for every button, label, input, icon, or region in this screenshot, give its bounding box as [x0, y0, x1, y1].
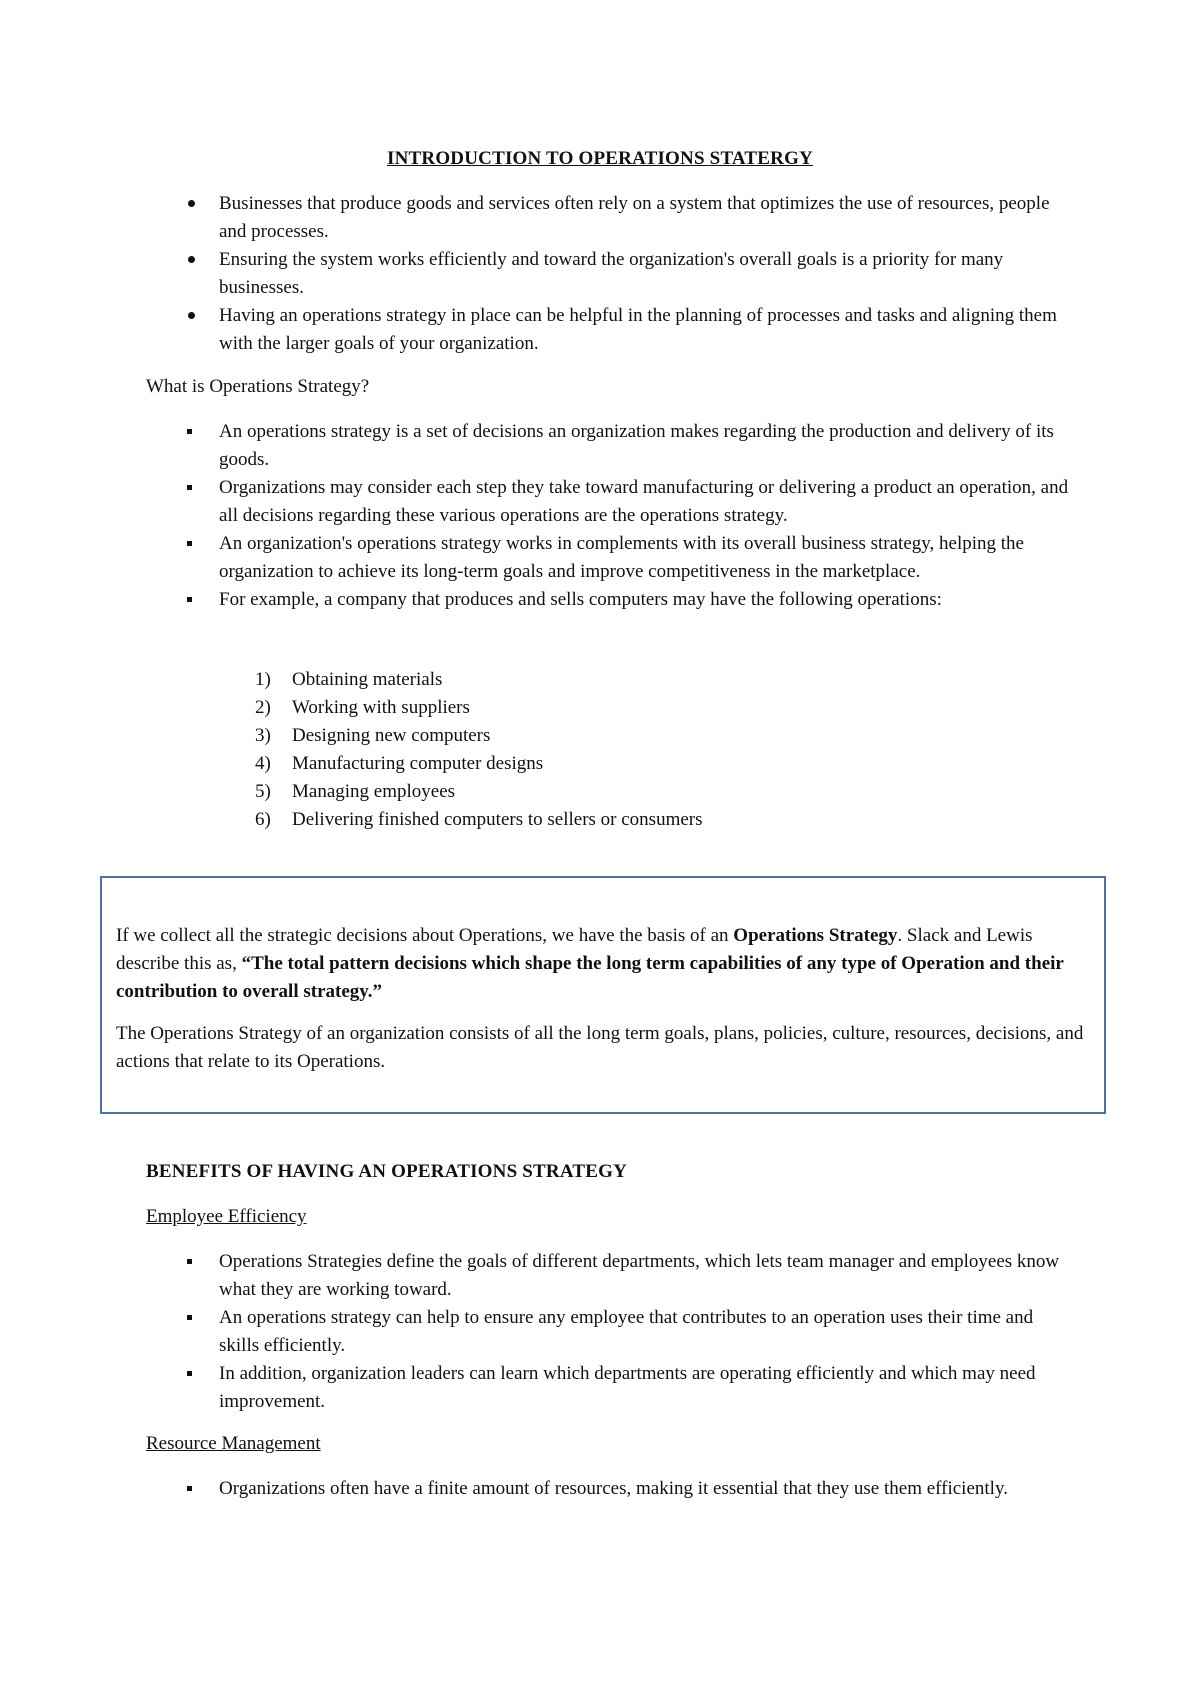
operation-item: [255, 806, 1052, 834]
operation-item: [255, 778, 1052, 806]
strategy-bullet-list: [219, 418, 1069, 614]
intro-bullet-2: Ensuring the system works efficiently and toward the organization's overall goals is a priority for many businesses.: [219, 246, 1069, 302]
resource-management-heading: Resource Management: [146, 1433, 321, 1454]
definition-box: [100, 876, 1106, 1114]
strategy-bullet-2: Organizations may consider each step they take toward manufacturing or delivering a product an operation, and all decisions regarding these various operations are the operations strategy.: [219, 474, 1069, 530]
operation-item: [255, 666, 1052, 694]
definition-summary: The Operations Strategy of an organization consists of all the long term goals, plans, policies, culture, resources, decisions, and actions that relate to its Operations.: [116, 1023, 1084, 1072]
employee-efficiency-heading: Employee Efficiency: [146, 1206, 307, 1227]
definition-text-cont: . Slack and Lewis describe this as,: [116, 925, 1033, 974]
page-title: INTRODUCTION TO OPERATIONS STATERGY: [387, 148, 813, 169]
operation-text: Managing employees: [292, 781, 456, 802]
efficiency-bullet-3: In addition, organization leaders can learn which departments are operating efficiently and which may need improvement.: [219, 1360, 1069, 1416]
strategy-bullet-1: An operations strategy is a set of decisions an organization makes regarding the production and delivery of its goods.: [219, 418, 1069, 474]
intro-bullet-3: Having an operations strategy in place can be helpful in the planning of processes and tasks and aligning them with the larger goals of your organization.: [219, 302, 1069, 358]
operation-number: 5): [255, 781, 271, 802]
operation-number: 2): [255, 697, 271, 718]
intro-bullet-list: [219, 190, 1069, 358]
operations-numbered-list: [255, 666, 1052, 834]
intro-bullet-1: Businesses that produce goods and services often rely on a system that optimizes the use of resources, people and processes.: [219, 190, 1069, 246]
efficiency-bullet-2: An operations strategy can help to ensure any employee that contributes to an operation uses their time and skills efficiently.: [219, 1304, 1069, 1360]
operation-text: Working with suppliers: [292, 697, 470, 718]
employee-efficiency-list: [219, 1248, 1069, 1416]
strategy-bullet-4: For example, a company that produces and sells computers may have the following operations:: [219, 586, 1069, 614]
operation-item: [255, 694, 1052, 722]
definition-text: If we collect all the strategic decisions about Operations, we have the basis of an: [116, 925, 734, 946]
definition-term: Operations Strategy: [733, 925, 898, 946]
efficiency-bullet-1: Operations Strategies define the goals of different departments, which lets team manager and employees know what they are working toward.: [219, 1248, 1069, 1304]
definition-quote: “The total pattern decisions which shape the long term capabilities of any type of Operation and their contribution to overall strategy.”: [116, 953, 1064, 1002]
operation-text: Delivering finished computers to sellers or consumers: [292, 809, 703, 830]
operation-item: [255, 722, 1052, 750]
definition-paragraph: [116, 922, 1091, 1006]
operation-number: 6): [255, 809, 271, 830]
strategy-bullet-3: An organization's operations strategy works in complements with its overall business strategy, helping the organization to achieve its long-term goals and improve competitiveness in the marketplace.: [219, 530, 1069, 586]
section-question: What is Operations Strategy?: [146, 376, 370, 397]
operation-item: [255, 750, 1052, 778]
benefits-heading: BENEFITS OF HAVING AN OPERATIONS STRATEGY: [146, 1161, 628, 1182]
operation-number: 3): [255, 725, 271, 746]
operation-number: 4): [255, 753, 271, 774]
operation-text: Designing new computers: [292, 725, 491, 746]
operation-number: 1): [255, 669, 271, 690]
operation-text: Obtaining materials: [292, 669, 443, 690]
resource-management-list: [219, 1475, 1069, 1503]
operation-text: Manufacturing computer designs: [292, 753, 544, 774]
resource-bullet-1: Organizations often have a finite amount of resources, making it essential that they use them efficiently.: [219, 1475, 1069, 1503]
